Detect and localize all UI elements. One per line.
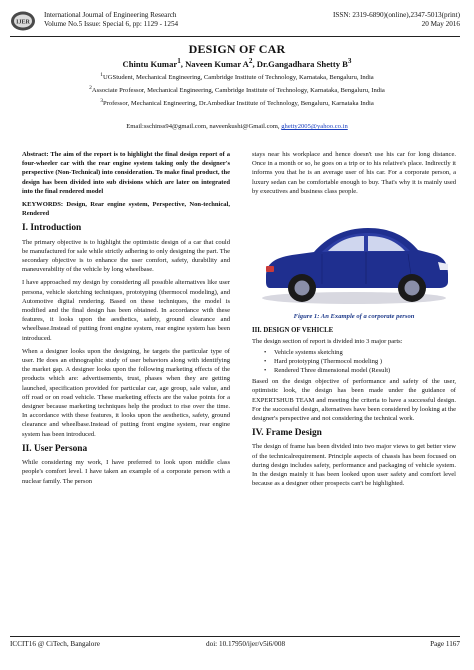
page-number: Page 1167	[430, 640, 460, 648]
footer-divider	[10, 636, 460, 637]
section-heading-introduction: I. Introduction	[22, 223, 82, 234]
persona-paragraph: While considering my work, I have preferred to look upon middle class people's comfort level. I have taken an example of a corporate person with a nuclear family. The person	[22, 459, 230, 485]
abstract: Abstract: The aim of the report is to highlight the final design report of a four-wheeler car with the rear engine system taking only the designer's perspective (Non-Technical) into consideration. To make final product, the design has been divided into sub divisions which are later on integrated into the final rendered model	[22, 151, 230, 195]
logo-text: IJER	[16, 19, 30, 26]
intro-paragraph-3: When a designer looks upon the designing, he targets the particular type of user. He does an ethnographic study of user behaviors along with identifying the market gap. A designer looks upon the following marketing effects of the products which are: advertisements, trust, phases when they are getting launched, specification provided for particular car, age group, sale value, and off road or on road vehicle. These marketing effects are the value points for a designer because marketing techniques help the product to rise over the time. In accordance with these features, it looks upon the aesthetics, safety, ground clearance and wheelbase.Instead of putting front engine system, rear engine system has been introduced.	[22, 347, 230, 438]
affiliation-2: $^2$Associate Professor, Mechanical Engineering, Cambridge Institute of Technology, Karnataka, Bengaluru, India	[89, 85, 385, 95]
journal-info	[44, 11, 178, 29]
author-2: , Naveen Kumar A	[180, 58, 249, 69]
author-list: Chintu Kumar$^1$, Naveen Kumar $A^2$, Dr.Gangadhara Shetty $B^3$	[122, 57, 352, 69]
design-parts-list	[264, 348, 456, 376]
journal-volume: Volume No.5 Issue: Special 6, pp: 1129 - 1254	[44, 20, 179, 28]
figure-caption: Figure 1: An Example of a corporate person	[293, 313, 415, 321]
section-heading-user-persona: II. User Persona	[22, 443, 88, 454]
journal-header	[10, 10, 460, 38]
publish-date: 20 May 2016	[421, 20, 460, 28]
list-item: • Rendered Three dimensional model (Result)	[264, 366, 456, 375]
frame-paragraph: The design of frame has been divided into two major views to get better view of the technicalrequirement. Principle aspects of chassis has been focused on during design includes safety, performance and packaging of vehicle system. In the design mainly it has been looked upon user safety and comfort level because as a designer other prospects can't be highlighted.	[252, 443, 456, 488]
affiliation-3: $^3$Professor, Mechanical Engineering, Dr.Ambedkar Institute of Technology, Bengaluru, Karnataka India	[100, 98, 374, 108]
author-3: , Dr.Gangadhara Shetty B	[252, 58, 348, 69]
keywords: KEYWORDS: Design, Rear engine system, Perspective, Non-technical, Rendered	[22, 201, 230, 218]
paper-title: DESIGN OF CAR	[188, 42, 286, 56]
doi-label: doi: 10.17950/ijer/v5i6/008	[206, 640, 286, 648]
design-intro: The design section of report is divided into 3 major parts:	[252, 338, 403, 346]
list-item: • Vehicle systems sketching	[264, 348, 456, 357]
issn-info	[333, 11, 460, 29]
design-paragraph: Based on the design objective of performance and safety of the user, optimistic look, the design has been made under the guidance of EXPERTSHUB TEAM and meeting the criteria to have a successful design. For the successful design, alternatives have been considered by looking at the designer's perspective and not considering the technical work.	[252, 378, 456, 423]
persona-paragraph-continued: stays near his workplace and hence doesn't use his car for long distance. Once in a month or so, he goes on a trip or to his relative's place. Indirectly it informs you that he is an average user of his car. For a corporate person, a luxury sedan can be comfortable enough to buy. That's why it is mainly used by executives and business class people.	[252, 151, 456, 195]
affiliation-1: $^1$UGStudent, Mechanical Engineering, Cambridge Institute of Technology, Karnataka, Bengaluru, India	[100, 72, 374, 82]
header-divider	[10, 36, 460, 37]
intro-paragraph-2: I have approached my design by considering all possible alternatives like user persona, vehicle sketching techniques, prototyping (thermocol modeling), and Automotive digital rendering. Based on these techniques, the model is modified and the final design has been obtained. In accordance with these features, it looks upon the aesthetics, safety, ground clearance and wheelbase.Instead of putting front engine system, rear engine system has been introduced.	[22, 279, 230, 342]
journal-name: International Journal of Engineering Research	[44, 11, 177, 19]
figure-1	[252, 202, 456, 310]
author-1: Chintu Kumar	[122, 58, 178, 69]
conference-label: ICCIT16 @ CiTech, Bangalore	[10, 640, 100, 648]
intro-paragraph-1: The primary objective is to highlight the optimistic design of a car that could be manufactured for sale while strictly adhering to only designing the part. The secondary objective is to enhance the user comfort, safety, durability and maneuverability of the vehicle by long wheelbase.	[22, 238, 230, 274]
section-heading-frame-design: IV. Frame Design	[252, 428, 322, 439]
author-emails: Email:sschinss94@gmail.com, naveenkushi@Gmail.com, ghetty2005@yahoo.co.in	[126, 123, 348, 130]
section-heading-design-of-vehicle: III. DESIGN OF VEHICLE	[252, 327, 334, 335]
left-column	[22, 150, 230, 490]
right-column	[252, 150, 456, 492]
sedan-car-icon	[252, 202, 456, 310]
issn-text: ISSN: 2319-6890)(online),2347-5013(print)	[333, 11, 460, 19]
journal-logo-icon	[10, 10, 36, 32]
list-item: • Hard prototyping (Thermocol modeling )	[264, 357, 456, 366]
email-link[interactable]: ghetty2005@yahoo.co.in	[281, 123, 348, 130]
